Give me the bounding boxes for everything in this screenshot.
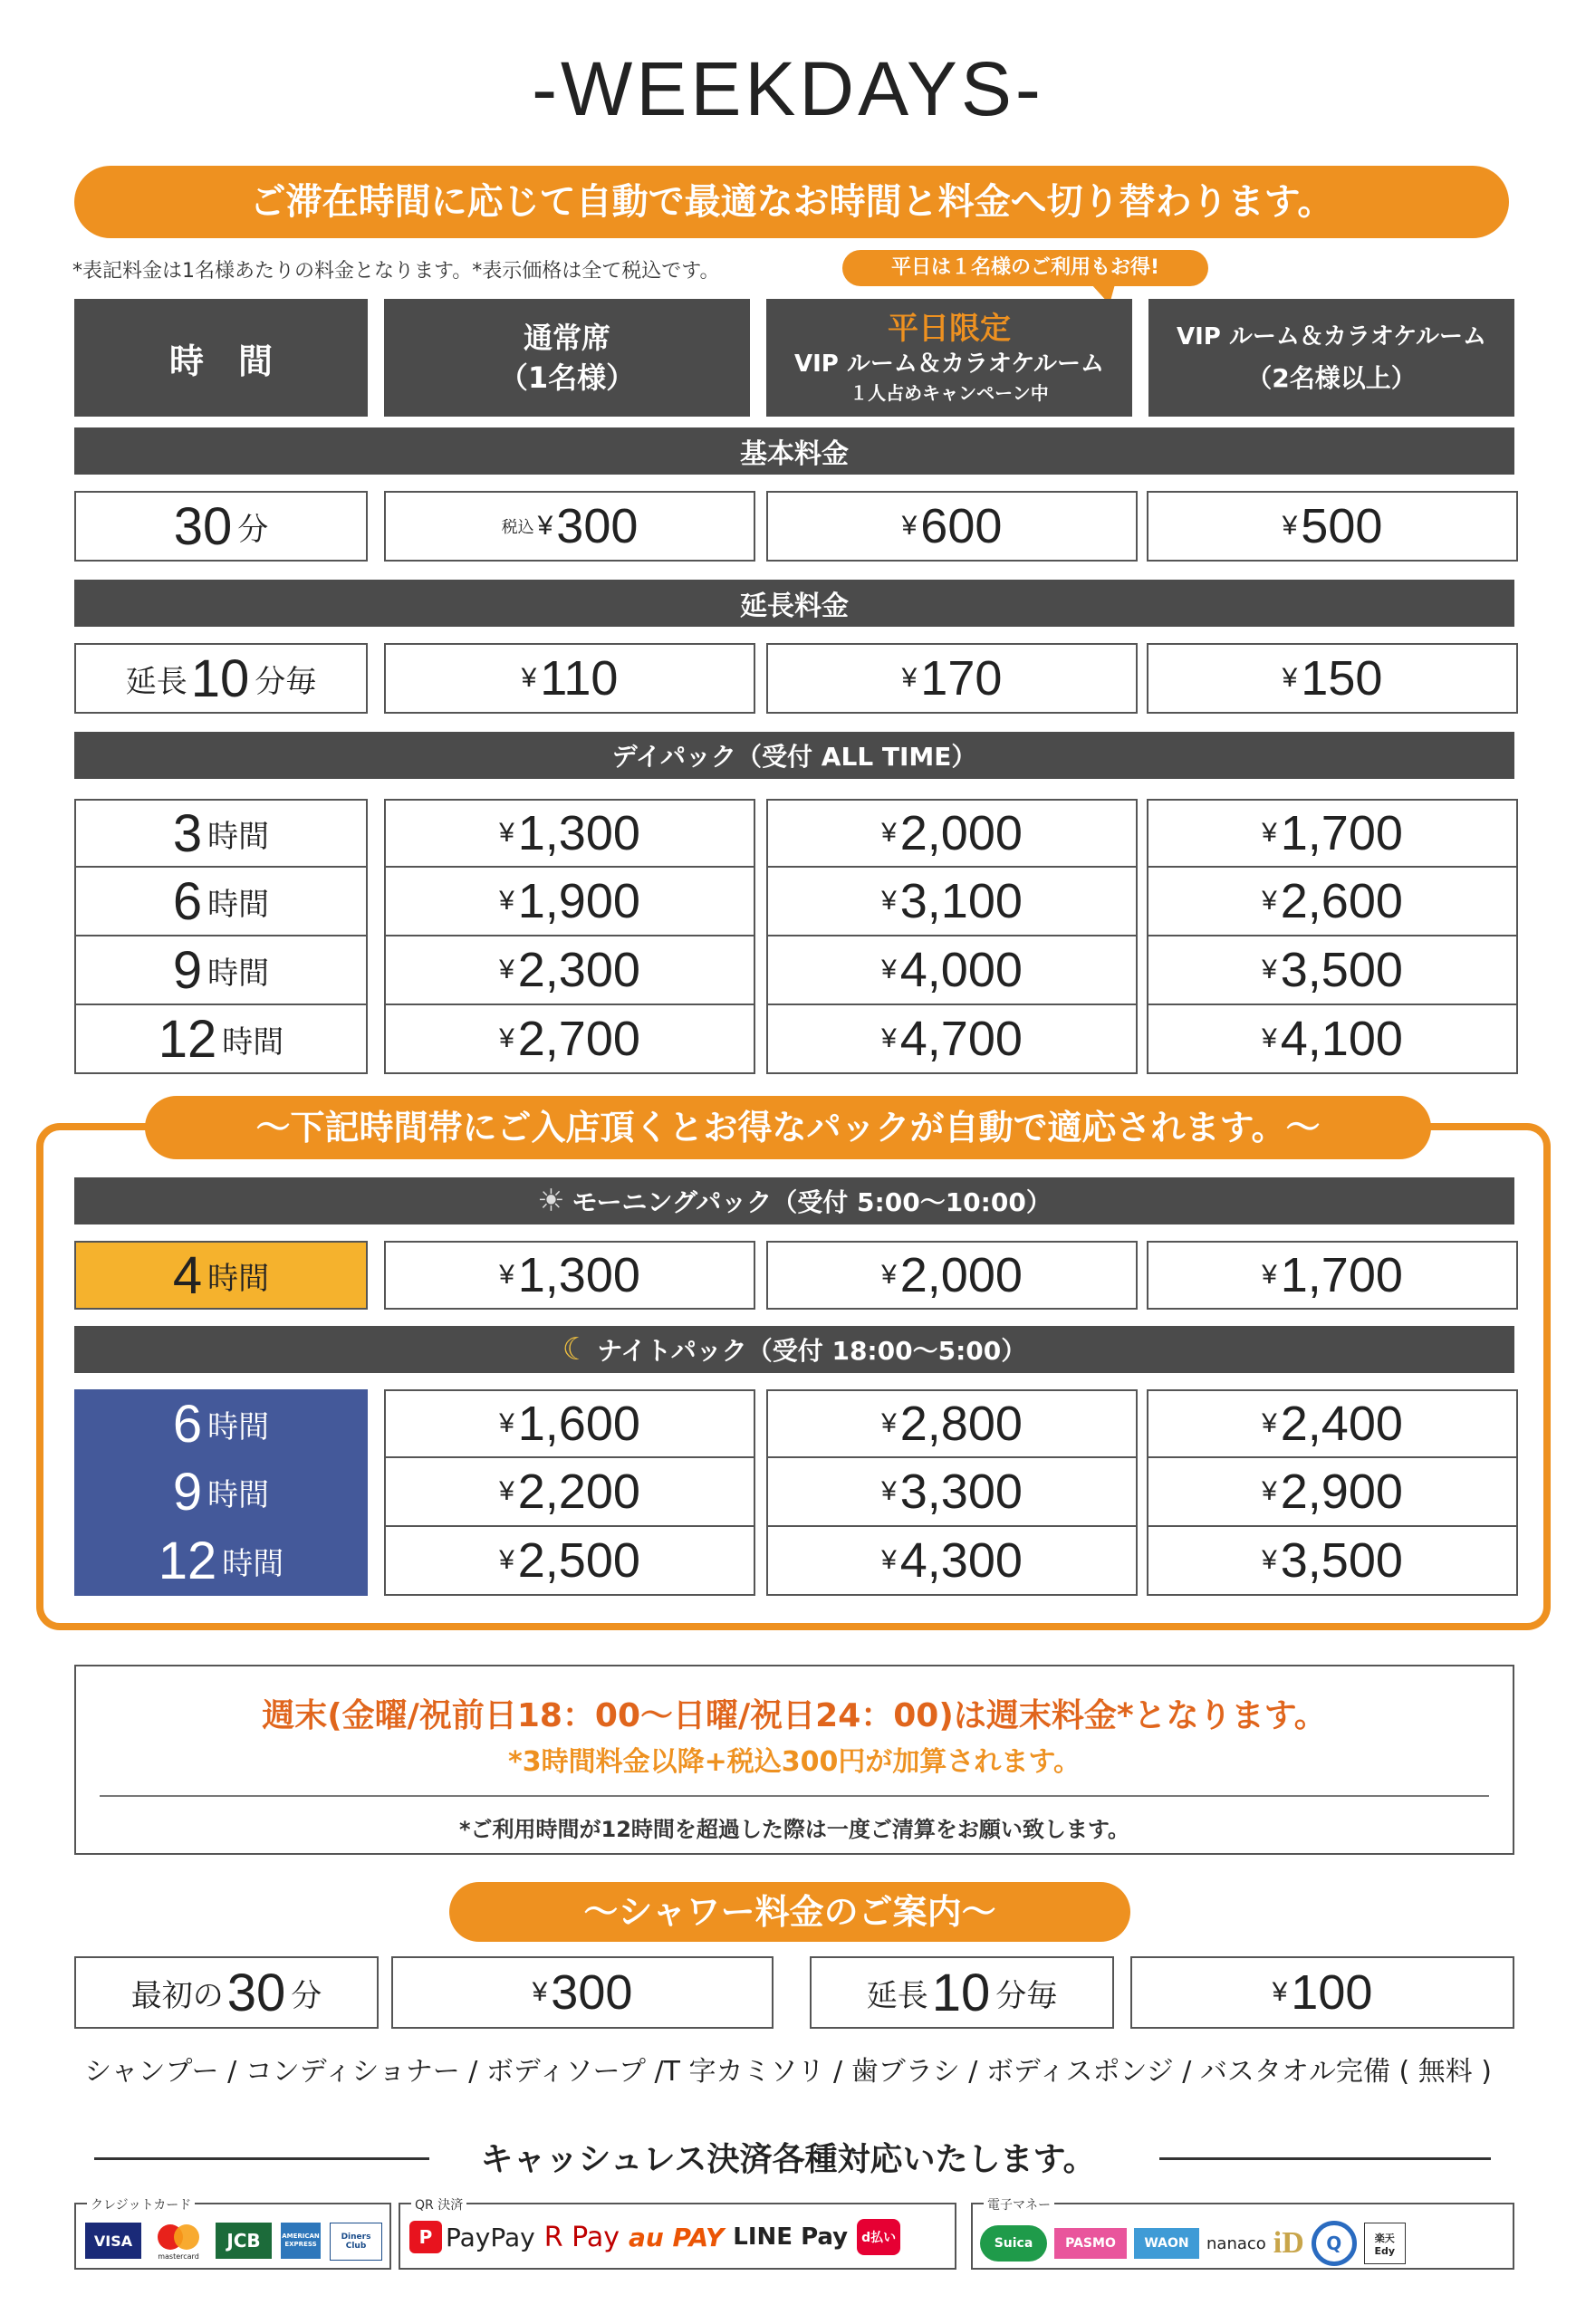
diners-logo: Diners Club bbox=[330, 2223, 382, 2261]
duration-unit: 時間 bbox=[207, 886, 270, 923]
duration-cell bbox=[74, 1527, 368, 1596]
duration-num: 6 bbox=[172, 1394, 203, 1454]
price-cell bbox=[1147, 1005, 1518, 1074]
header-vip-single-title: VIP ルーム＆カラオケルーム bbox=[793, 351, 1105, 378]
price-cell bbox=[384, 1527, 755, 1596]
shower-ext-unit: 分毎 bbox=[995, 1977, 1058, 2014]
price-value: 1,700 bbox=[1280, 1248, 1403, 1302]
price-cell bbox=[1147, 1527, 1518, 1596]
shower-amenities: シャンプー / コンディショナー / ボディソープ /T 字カミソリ / 歯ブラシ / ボディスポンジ / バスタオル完備 ( 無料 ) bbox=[84, 2056, 1492, 2088]
rakuten-pay-logo: R Pay bbox=[543, 2221, 620, 2253]
yen-sign: ¥ bbox=[1262, 955, 1277, 984]
mastercard-text: mastercard bbox=[158, 2252, 199, 2261]
amex-logo: AMERICAN EXPRESS bbox=[281, 2223, 321, 2259]
extension-price-vip-group bbox=[1147, 643, 1518, 714]
cashless-rule-right bbox=[1159, 2157, 1491, 2160]
shower-first-price bbox=[391, 1956, 774, 2029]
duration-unit: 時間 bbox=[207, 1260, 270, 1297]
extension-prefix: 延長 bbox=[125, 663, 187, 700]
emoney-label: 電子マネー bbox=[984, 2195, 1054, 2214]
yen-sign: ¥ bbox=[521, 663, 537, 693]
mastercard-logo bbox=[150, 2223, 207, 2259]
yen-sign: ¥ bbox=[881, 1476, 897, 1506]
duration-unit: 時間 bbox=[222, 1023, 284, 1061]
price-cell bbox=[1147, 1458, 1518, 1527]
waon-logo: WAON bbox=[1134, 2228, 1199, 2259]
suica-logo: Suica bbox=[980, 2225, 1047, 2262]
price-value: 4,100 bbox=[1280, 1012, 1403, 1066]
header-time bbox=[74, 299, 368, 417]
visa-logo: VISA bbox=[85, 2223, 141, 2259]
cashless-rule-left bbox=[94, 2157, 429, 2160]
extension-price-value: 170 bbox=[920, 651, 1003, 706]
duration-cell bbox=[74, 868, 368, 936]
price-cell bbox=[384, 1005, 755, 1074]
header-vip-single-sub: １人占めキャンペーン中 bbox=[850, 382, 1049, 404]
yen-sign: ¥ bbox=[881, 1545, 897, 1575]
duration-num: 12 bbox=[158, 1009, 217, 1069]
yen-sign: ¥ bbox=[901, 511, 918, 541]
weekend-notice bbox=[74, 1665, 1514, 1855]
extension-duration-num: 10 bbox=[190, 648, 250, 708]
price-value: 1,600 bbox=[517, 1397, 640, 1451]
section-basic-fee: 基本料金 bbox=[74, 427, 1514, 475]
price-value: 2,400 bbox=[1280, 1397, 1403, 1451]
weekend-line-1: 週末(金曜/祝前日18：00～日曜/祝日24：00)は週末料金*となります。 bbox=[262, 1697, 1327, 1734]
yen-sign: ¥ bbox=[499, 1023, 514, 1053]
duration-num: 9 bbox=[172, 1462, 203, 1522]
yen-sign: ¥ bbox=[1262, 1408, 1277, 1438]
price-value: 2,300 bbox=[517, 943, 640, 997]
page-title: -WEEKDAYS- bbox=[532, 46, 1044, 131]
sun-icon: ☀ bbox=[537, 1183, 565, 1219]
header-vip-group bbox=[1148, 299, 1514, 417]
shower-first-unit: 分 bbox=[291, 1977, 322, 2014]
duration-unit: 時間 bbox=[207, 955, 270, 992]
price-value: 2,800 bbox=[899, 1397, 1023, 1451]
yen-sign: ¥ bbox=[1282, 511, 1298, 541]
header-vip-group-title: VIP ルーム＆カラオケルーム bbox=[1176, 323, 1487, 351]
price-value: 3,500 bbox=[1280, 1533, 1403, 1588]
price-cell bbox=[1147, 1389, 1518, 1458]
price-value: 4,000 bbox=[899, 943, 1023, 997]
yen-sign: ¥ bbox=[499, 1260, 514, 1290]
rakuten-edy-logo: 楽天Edy bbox=[1364, 2223, 1406, 2264]
yen-sign: ¥ bbox=[1262, 1260, 1277, 1290]
extension-duration bbox=[74, 643, 368, 714]
yen-sign: ¥ bbox=[881, 886, 897, 916]
duration-unit: 時間 bbox=[222, 1545, 284, 1582]
extension-price-value: 110 bbox=[540, 651, 619, 706]
price-value: 1,700 bbox=[1280, 806, 1403, 860]
duration-unit: 時間 bbox=[207, 818, 270, 855]
shower-ext-prefix: 延長 bbox=[866, 1977, 928, 2014]
qr-payment-box bbox=[399, 2198, 956, 2270]
auto-switch-banner: ご滞在時間に応じて自動で最適なお時間と料金へ切り替わります。 bbox=[74, 166, 1509, 238]
price-cell bbox=[384, 1241, 755, 1310]
header-regular-title: 通常席 bbox=[523, 321, 610, 355]
header-time-label: 時 間 bbox=[168, 341, 273, 381]
yen-sign: ¥ bbox=[1262, 1545, 1277, 1575]
price-cell bbox=[384, 936, 755, 1005]
price-cell bbox=[766, 936, 1138, 1005]
header-regular-sub: （1名様） bbox=[498, 360, 636, 395]
basic-price-vip-single bbox=[766, 491, 1138, 562]
paypay-icon: P bbox=[409, 2221, 442, 2253]
yen-sign: ¥ bbox=[499, 1545, 514, 1575]
id-logo: iD bbox=[1273, 2226, 1304, 2260]
price-cell bbox=[766, 1389, 1138, 1458]
tax-included-label: 税込 bbox=[501, 518, 534, 536]
credit-card-box bbox=[74, 2198, 391, 2270]
extension-price-vip-single bbox=[766, 643, 1138, 714]
basic-duration-num: 30 bbox=[173, 496, 233, 556]
yen-sign: ¥ bbox=[1262, 1023, 1277, 1053]
shower-first-duration bbox=[74, 1956, 379, 2029]
paypay-logo: PayPay bbox=[446, 2222, 535, 2252]
yen-sign: ¥ bbox=[499, 1408, 514, 1438]
price-cell bbox=[766, 868, 1138, 936]
duration-cell bbox=[74, 936, 368, 1005]
basic-price-value: 600 bbox=[920, 499, 1003, 553]
yen-sign: ¥ bbox=[1262, 886, 1277, 916]
yen-sign: ¥ bbox=[881, 955, 897, 984]
yen-sign: ¥ bbox=[1272, 1977, 1288, 2007]
price-value: 1,300 bbox=[517, 806, 640, 860]
yen-sign: ¥ bbox=[532, 1977, 548, 2007]
duration-num: 6 bbox=[172, 871, 203, 931]
yen-sign: ¥ bbox=[881, 1260, 897, 1290]
price-cell bbox=[766, 799, 1138, 868]
moon-stars-icon: ☾ bbox=[562, 1331, 591, 1368]
d-barai-logo: d払い bbox=[857, 2219, 900, 2255]
yen-sign: ¥ bbox=[881, 1023, 897, 1053]
header-regular-seat bbox=[384, 299, 750, 417]
section-day-pack: デイパック（受付 ALL TIME） bbox=[74, 732, 1514, 779]
yen-sign: ¥ bbox=[1262, 1476, 1277, 1506]
price-cell bbox=[1147, 936, 1518, 1005]
extension-price-value: 150 bbox=[1301, 651, 1383, 706]
shower-first-prefix: 最初の bbox=[130, 1977, 224, 2014]
yen-sign: ¥ bbox=[499, 886, 514, 916]
quicpay-logo: Q bbox=[1312, 2221, 1357, 2266]
shower-extension-duration bbox=[810, 1956, 1114, 2029]
header-vip-highlight: 平日限定 bbox=[888, 311, 1011, 347]
duration-cell bbox=[74, 1241, 368, 1310]
shower-first-num: 30 bbox=[226, 1963, 286, 2022]
credit-card-label: クレジットカード bbox=[87, 2195, 195, 2214]
price-value: 2,000 bbox=[899, 1248, 1023, 1302]
basic-price-vip-group bbox=[1147, 491, 1518, 562]
shower-ext-num: 10 bbox=[931, 1963, 991, 2022]
price-cell bbox=[1147, 799, 1518, 868]
cashless-title: キャッシュレス決済各種対応いたします。 bbox=[480, 2141, 1096, 2178]
extension-duration-unit: 分毎 bbox=[255, 663, 317, 700]
price-value: 2,500 bbox=[517, 1533, 640, 1588]
weekend-line-2: *3時間料金以降+税込300円が加算されます。 bbox=[508, 1746, 1081, 1778]
yen-sign: ¥ bbox=[881, 1408, 897, 1438]
yen-sign: ¥ bbox=[1282, 663, 1298, 693]
emoney-box bbox=[971, 2198, 1514, 2270]
shower-extension-price bbox=[1130, 1956, 1514, 2029]
nanaco-logo: nanaco bbox=[1206, 2233, 1266, 2253]
morning-pack-label: モーニングパック（受付 5:00～10:00） bbox=[572, 1187, 1052, 1217]
jcb-logo: JCB bbox=[216, 2223, 272, 2259]
price-value: 1,300 bbox=[517, 1248, 640, 1302]
price-cell bbox=[1147, 1241, 1518, 1310]
header-vip-group-sub: （2名様以上） bbox=[1246, 363, 1417, 393]
weekend-divider bbox=[100, 1795, 1489, 1797]
yen-sign: ¥ bbox=[881, 818, 897, 848]
price-value: 3,300 bbox=[899, 1465, 1023, 1519]
section-night-pack bbox=[74, 1326, 1514, 1373]
duration-unit: 時間 bbox=[207, 1476, 270, 1513]
basic-price-value: 300 bbox=[556, 499, 639, 553]
price-value: 2,200 bbox=[517, 1465, 640, 1519]
line-pay-logo: LINE Pay bbox=[733, 2223, 849, 2251]
duration-cell bbox=[74, 1389, 368, 1458]
price-cell bbox=[766, 1241, 1138, 1310]
night-pack-label: ナイトパック（受付 18:00～5:00） bbox=[597, 1336, 1027, 1366]
duration-num: 9 bbox=[172, 940, 203, 1000]
basic-price-regular bbox=[384, 491, 755, 562]
shower-ext-price-value: 100 bbox=[1291, 1965, 1373, 2020]
price-cell bbox=[384, 868, 755, 936]
yen-sign: ¥ bbox=[1262, 818, 1277, 848]
extension-price-regular bbox=[384, 643, 755, 714]
duration-cell bbox=[74, 1005, 368, 1074]
qr-payment-label: QR 決済 bbox=[411, 2195, 466, 2214]
yen-sign: ¥ bbox=[499, 1476, 514, 1506]
price-note: *表記料金は1名様あたりの料金となります。*表示価格は全て税込です。 bbox=[72, 260, 720, 283]
section-extension-fee: 延長料金 bbox=[74, 580, 1514, 627]
price-cell bbox=[384, 799, 755, 868]
yen-sign: ¥ bbox=[901, 663, 918, 693]
price-value: 2,700 bbox=[517, 1012, 640, 1066]
price-value: 2,600 bbox=[1280, 874, 1403, 928]
weekend-line-3: *ご利用時間が12時間を超過した際は一度ご清算をお願い致します。 bbox=[458, 1817, 1130, 1842]
promo-tag: 平日は１名様のご利用もお得! bbox=[842, 250, 1208, 286]
price-value: 2,000 bbox=[899, 806, 1023, 860]
section-morning-pack bbox=[74, 1177, 1514, 1224]
basic-price-value: 500 bbox=[1301, 499, 1383, 553]
price-cell bbox=[384, 1458, 755, 1527]
price-value: 2,900 bbox=[1280, 1465, 1403, 1519]
price-value: 1,900 bbox=[517, 874, 640, 928]
basic-duration-unit: 分 bbox=[237, 511, 269, 548]
basic-duration bbox=[74, 491, 368, 562]
price-value: 4,700 bbox=[899, 1012, 1023, 1066]
price-cell bbox=[766, 1458, 1138, 1527]
header-vip-single bbox=[766, 299, 1132, 417]
price-cell bbox=[384, 1389, 755, 1458]
duration-unit: 時間 bbox=[207, 1408, 270, 1445]
shower-first-price-value: 300 bbox=[551, 1965, 633, 2020]
duration-cell bbox=[74, 799, 368, 868]
price-cell bbox=[1147, 868, 1518, 936]
pasmo-logo: PASMO bbox=[1054, 2228, 1127, 2259]
duration-num: 4 bbox=[172, 1245, 203, 1305]
price-cell bbox=[766, 1005, 1138, 1074]
price-cell bbox=[766, 1527, 1138, 1596]
yen-sign: ¥ bbox=[499, 955, 514, 984]
duration-num: 12 bbox=[158, 1531, 217, 1590]
au-pay-logo: au PAY bbox=[628, 2222, 725, 2252]
duration-cell bbox=[74, 1458, 368, 1527]
yen-sign: ¥ bbox=[537, 511, 553, 541]
price-value: 3,500 bbox=[1280, 943, 1403, 997]
price-value: 4,300 bbox=[899, 1533, 1023, 1588]
yen-sign: ¥ bbox=[499, 818, 514, 848]
duration-num: 3 bbox=[172, 803, 203, 863]
shower-banner: ～シャワー料金のご案内～ bbox=[449, 1882, 1130, 1942]
special-pack-banner: ～下記時間帯にご入店頂くとお得なパックが自動で適応されます。～ bbox=[145, 1096, 1431, 1159]
price-value: 3,100 bbox=[899, 874, 1023, 928]
